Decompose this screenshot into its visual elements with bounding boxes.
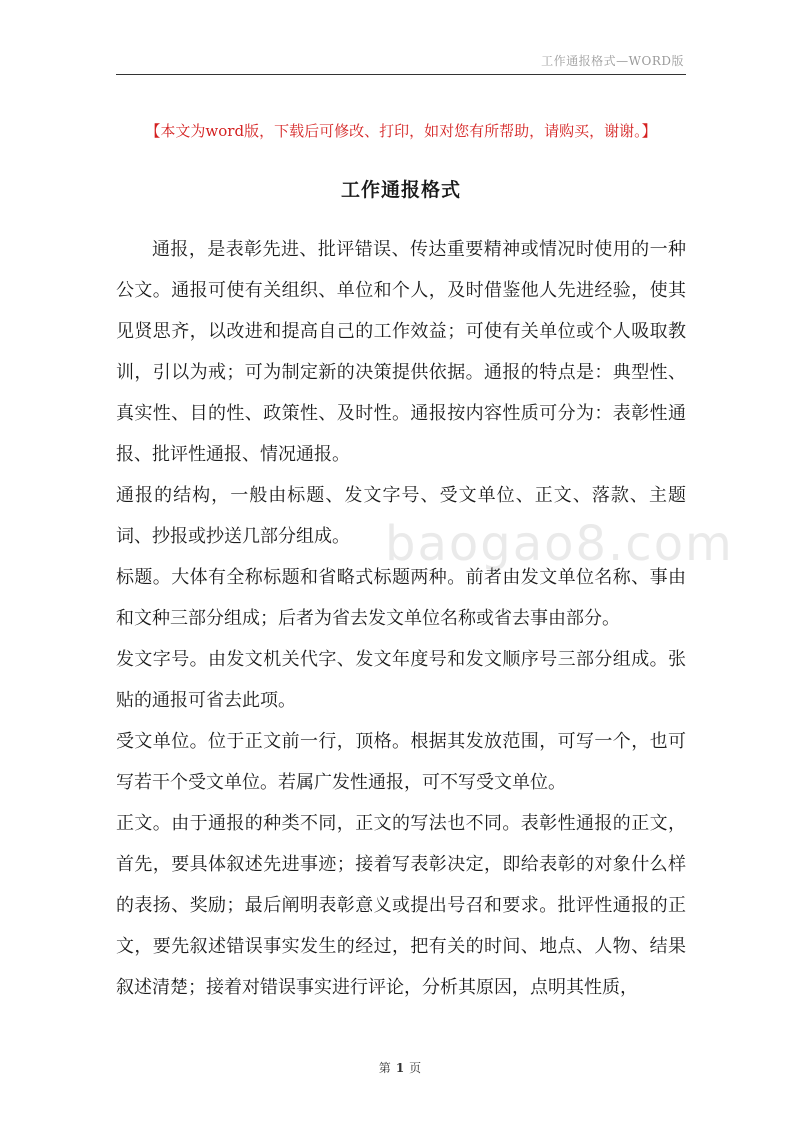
page-header-text: 工作通报格式—WORD版 <box>541 54 684 68</box>
document-title: 工作通报格式 <box>340 179 461 201</box>
paragraph-doc-number: 发文字号。由发文机关代字、发文年度号和发文顺序号三部分组成。张贴的通报可省去此项。 <box>116 649 686 711</box>
paragraph-main-text: 正文。由于通报的种类不同，正文的写法也不同。表彰性通报的正文，首先，要具体叙述先进事迹；接着写表彰决定，即给表彰的对象什么样的表扬、奖励；最后阐明表彰意义或提出号召和要求。批评性通报的正文，要先叙述错误事实发生的经过，把有关的时间、地点、人物、结果叙述清楚；接着对错误事实进行评论，分析其原因，点明其性质， <box>116 813 686 998</box>
page-footer <box>0 1059 800 1076</box>
watermark: baogao8.com <box>385 516 734 572</box>
paragraph-recipient: 受文单位。位于正文前一行，顶格。根据其发放范围，可写一个，也可写若干个受文单位。若属广发性通报，可不写受文单位。 <box>116 731 686 793</box>
page-number-prefix: 第 <box>378 1061 391 1075</box>
purchase-notice: 【本文为word版，下载后可修改、打印，如对您有所帮助，请购买，谢谢。】 <box>145 122 657 140</box>
paragraph-intro: 通报，是表彰先进、批评错误、传达重要精神或情况时使用的一种公文。通报可使有关组织、单位和个人，及时借鉴他人先进经验，使其见贤思齐，以改进和提高自己的工作效益；可使有关单位或个人吸取教训，引以为戒；可为制定新的决策提供依据。通报的特点是：典型性、真实性、目的性、政策性、及时性。通报按内容性质可分为：表彰性通报、批评性通报、情况通报。 <box>116 239 686 465</box>
page-number-suffix: 页 <box>409 1061 422 1075</box>
paragraph-structure: 通报的结构，一般由标题、发文字号、受文单位、正文、落款、主题词、抄报或抄送几部分组成。 <box>116 485 686 547</box>
paragraph-title-section: 标题。大体有全称标题和省略式标题两种。前者由发文单位名称、事由和文种三部分组成；后者为省去发文单位名称或省去事由部分。 <box>116 567 686 629</box>
document-body <box>116 229 686 1008</box>
page-number: 1 <box>395 1061 405 1075</box>
header-divider <box>116 74 686 75</box>
